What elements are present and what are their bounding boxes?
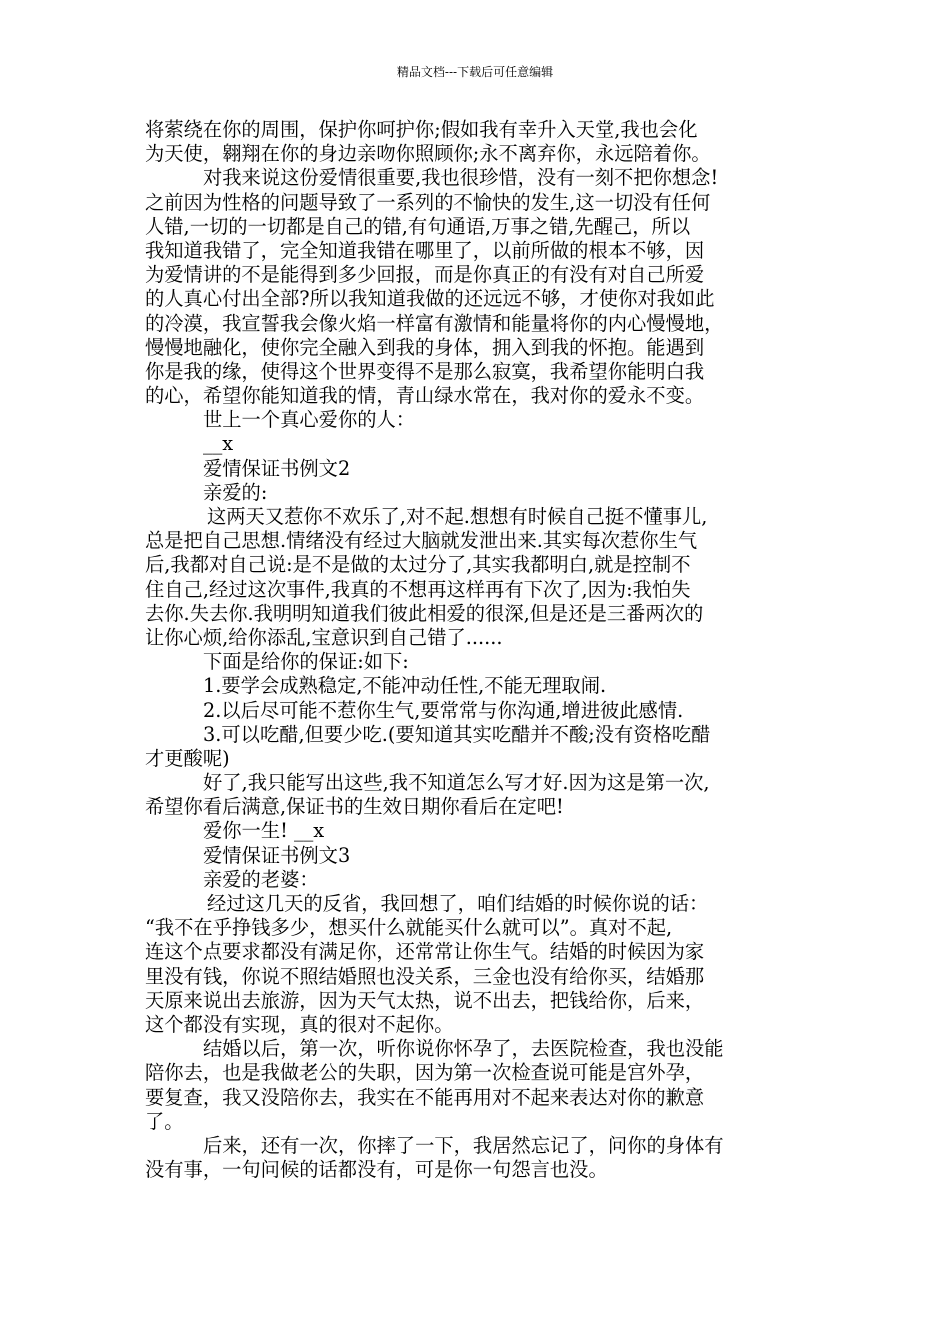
text-line: 希望你看后满意,保证书的生效日期你看后在定吧! xyxy=(145,795,564,819)
text-line: 慢慢地融化，使你完全融入到我的身体，拥入到我的怀抱。能遇到 xyxy=(145,335,705,359)
section-title: 爱情保证书例文3 xyxy=(203,843,351,867)
signature-name: __x xyxy=(203,432,234,456)
text-line: 了。 xyxy=(145,1109,184,1133)
paragraph-start-line: 对我来说这份爱情很重要,我也很珍惜，没有一刻不把你想念! xyxy=(203,166,719,190)
text-line: 为爱情讲的不是能得到多少回报，而是你真正的有没有对自己所爱 xyxy=(145,263,705,287)
text-line: 总是把自己思想.情绪没有经过大脑就发泄出来.其实每次惹你生气 xyxy=(145,529,698,553)
text-line: 的人真心付出全部?所以我知道我做的还远远不够，才使你对我如此 xyxy=(145,287,715,311)
section-title: 爱情保证书例文2 xyxy=(203,456,351,480)
paragraph-start-line: 经过这几天的反省，我回想了，咱们结婚的时候你说的话： xyxy=(207,892,709,915)
text-line: 连这个点要求都没有满足你，还常常让你生气。结婚的时候因为家 xyxy=(145,940,705,964)
text-line: 才更酸呢) xyxy=(145,746,230,770)
text-line: 去你.失去你.我明明知道我们彼此相爱的很深,但是还是三番两次的 xyxy=(145,601,704,625)
text-line: 我知道我错了，完全知道我错在哪里了，以前所做的根本不够，因 xyxy=(145,238,705,262)
signature-line: 世上一个真心爱你的人： xyxy=(203,408,416,432)
text-line: 里没有钱，你说不照结婚照也没关系，三金也没有给你买，结婚那 xyxy=(145,964,705,988)
page-header: 精品文档---下载后可任意编辑 xyxy=(396,65,554,79)
list-item: 3.可以吃醋,但要少吃.(要知道其实吃醋并不酸;没有资格吃醋 xyxy=(203,722,711,746)
text-line: 的心，希望你能知道我的情，青山绿水常在，我对你的爱永不变。 xyxy=(145,384,705,408)
text-line: 这个都没有实现，真的很对不起你。 xyxy=(145,1012,454,1036)
text-line: 住自己,经过这次事件,我真的不想再这样再有下次了,因为:我怕失 xyxy=(145,577,691,601)
document-body xyxy=(145,118,815,1182)
text-line: 人错,一切的一切都是自己的错,有句通语,万事之错,先醒己，所以 xyxy=(145,214,691,238)
text-line: 你是我的缘，使得这个世界变得不是那么寂寞，我希望你能明白我 xyxy=(145,359,705,383)
text-line: 后,我都对自己说:是不是做的太过分了,其实我都明白,就是控制不 xyxy=(145,553,691,577)
text-line: 为天使，翱翔在你的身边亲吻你照顾你;永不离弃你，永远陪着你。 xyxy=(145,142,711,166)
salutation: 亲爱的老婆： xyxy=(203,867,319,891)
paragraph-start-line: 这两天又惹你不欢乐了,对不起.想想有时候自己挺不懂事儿, xyxy=(207,505,708,528)
text-line: 将萦绕在你的周围，保护你呵护你;假如我有幸升入天堂,我也会化 xyxy=(145,118,698,141)
paragraph-start-line: 结婚以后，第一次，听你说你怀孕了，去医院检查，我也没能 xyxy=(203,1037,724,1061)
paragraph-start-line: 好了,我只能写出这些,我不知道怎么写才好.因为这是第一次, xyxy=(203,771,710,795)
text-line: 陪你去，也是我做老公的失职，因为第一次检查说可能是宫外孕， xyxy=(145,1061,705,1085)
list-item: 1.要学会成熟稳定,不能冲动任性,不能无理取闹. xyxy=(203,674,607,698)
text-line: 天原来说出去旅游，因为天气太热，说不出去，把钱给你，后来， xyxy=(145,988,705,1012)
text-line: 要复查，我又没陪你去，我实在不能再用对不起来表达对你的歉意 xyxy=(145,1085,705,1109)
salutation: 亲爱的: xyxy=(203,480,268,504)
text-line: 的冷漠，我宣誓我会像火焰一样富有激情和能量将你的内心慢慢地， xyxy=(145,311,724,335)
signature-line: 爱你一生! __x xyxy=(203,819,325,843)
text-line: 让你心烦,给你添乱,宝意识到自己错了...... xyxy=(145,625,503,649)
paragraph-start-line: 下面是给你的保证:如下: xyxy=(203,650,409,674)
list-item: 2.以后尽可能不惹你生气,要常常与你沟通,增进彼此感情. xyxy=(203,698,684,722)
text-line: 之前因为性格的问题导致了一系列的不愉快的发生,这一切没有任何 xyxy=(145,190,711,214)
text-line: “我不在乎挣钱多少，想买什么就能买什么就可以”。真对不起, xyxy=(145,916,673,940)
text-line: 没有事，一句问候的话都没有，可是你一句怨言也没。 xyxy=(145,1158,608,1182)
paragraph-start-line: 后来，还有一次，你摔了一下，我居然忘记了，问你的身体有 xyxy=(203,1133,724,1157)
